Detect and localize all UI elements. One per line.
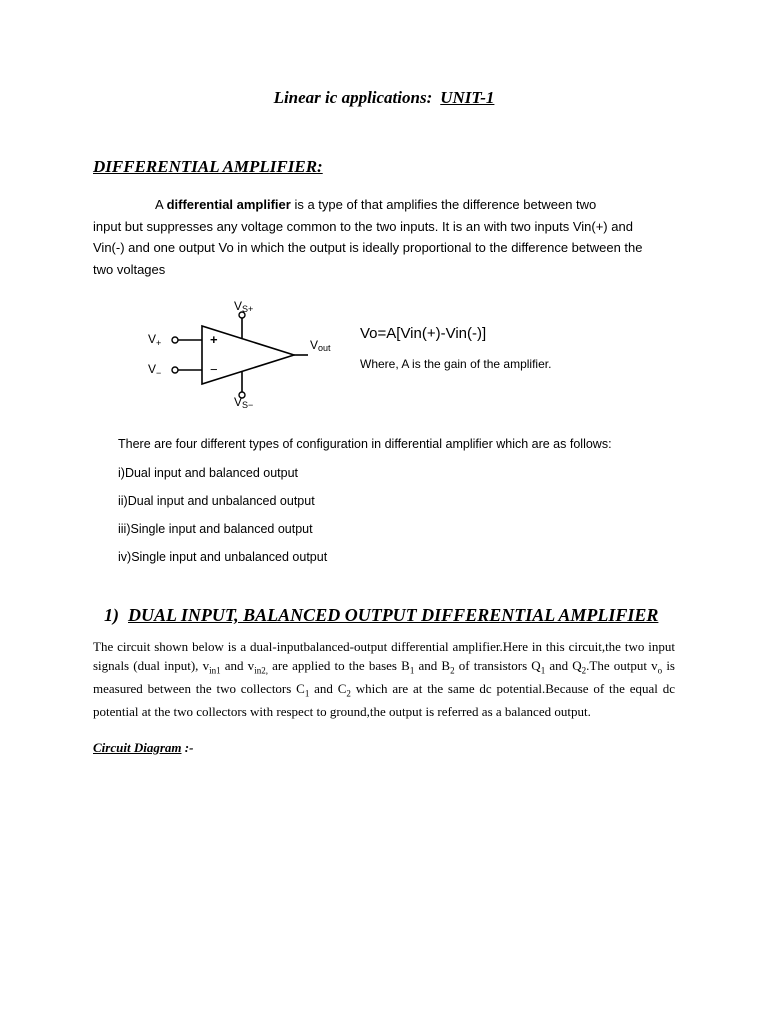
intro-line-4: two voltages [93, 261, 166, 277]
plus-sign: + [210, 332, 218, 347]
op-amp-diagram [140, 296, 360, 408]
intro-paragraph [93, 194, 673, 280]
v-minus-terminal [172, 367, 178, 373]
circuit-diagram-label: Circuit Diagram :- [93, 740, 194, 755]
page-title [0, 88, 768, 108]
section-1-paragraph: The circuit shown below is a dual-inputbalanced-output differential amplifier.Here in this circuit,the two input signals (dual input), $v_{in1}$ and $v_{in2,}$ are applied to the bases $B_1$ and $B_2$ of transistors $Q_1$ and $Q_2.The$ output $v_o$ is measured between the two collectors $C_1$ and $C_2$ which are at the same dc potential.Because of the equal dc potential at the two collectors with respect to ground,the output is referred as a balanced output. [93, 639, 675, 719]
gain-formula: Vo=A[Vin(+)-Vin(-)] [360, 325, 487, 342]
vs-minus-label: VS− [234, 395, 254, 408]
section-heading: DIFFERENTIAL AMPLIFIER: [93, 157, 323, 176]
config-intro: There are four different types of configuration in differential amplifier which are as follows: [118, 437, 612, 451]
intro-line-1: A differential amplifier is a type of that amplifies the difference between two [155, 197, 597, 212]
v-minus-label: $V_-$ [148, 362, 162, 378]
config-item: iv)Single input and unbalanced output [118, 550, 328, 564]
vs-plus-label: VS+ [234, 299, 254, 314]
config-item: i)Dual input and balanced output [118, 466, 298, 480]
intro-line-3: Vin(-) and one output Vo in which the output is ideally proportional to the difference between the [93, 240, 643, 255]
minus-sign: − [210, 362, 218, 377]
intro-bold-term: differential amplifier [166, 197, 291, 212]
v-plus-terminal [172, 337, 178, 343]
section-1-heading [104, 605, 658, 626]
config-item: ii)Dual input and unbalanced output [118, 494, 315, 508]
v-plus-label: $V_+$ [148, 332, 162, 348]
config-item: iii)Single input and balanced output [118, 522, 313, 536]
gain-note: Where, A is the gain of the amplifier. [360, 357, 552, 371]
title-main: Linear ic applications: [273, 88, 433, 107]
intro-line-2: input but suppresses any voltage common to the two inputs. It is an with two inputs Vin(+) and [93, 218, 633, 234]
section-1-number: 1) [104, 605, 119, 625]
section-1-title: DUAL INPUT, BALANCED OUTPUT DIFFERENTIAL AMPLIFIER [128, 605, 659, 625]
title-unit: UNIT-1 [440, 88, 495, 107]
vout-label: Vout [310, 338, 331, 353]
